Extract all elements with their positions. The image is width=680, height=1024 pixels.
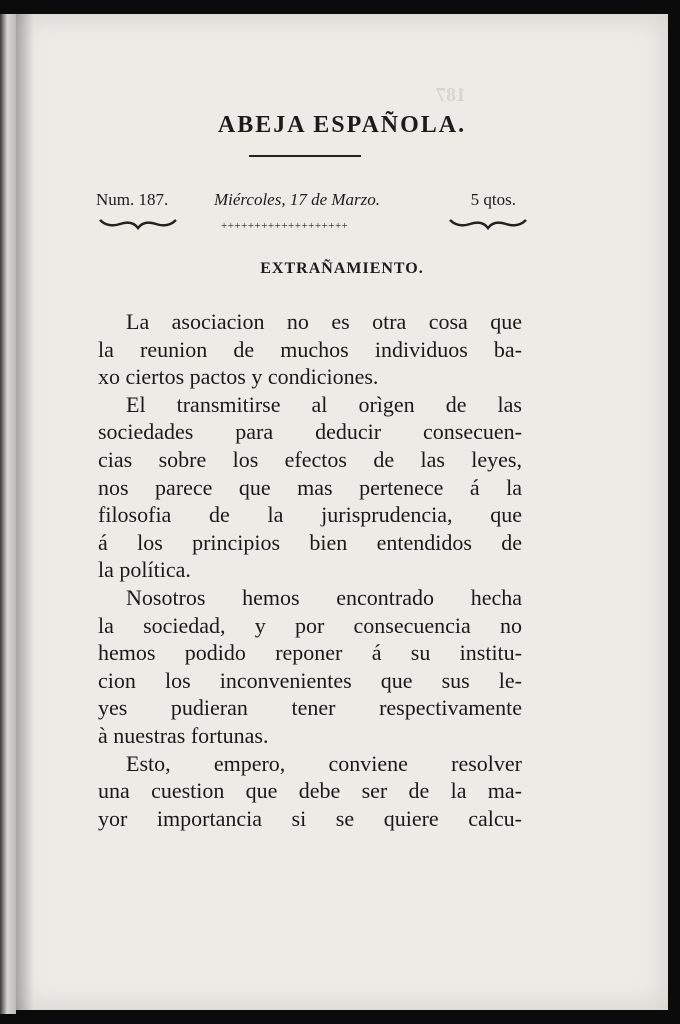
text-line: La asociacion no es otra cosa que: [126, 309, 522, 334]
swash-ornament-left: [98, 214, 178, 232]
section-title: EXTRAÑAMIENTO.: [260, 260, 424, 277]
issue-number: Num. 187.: [96, 190, 169, 209]
ornament-rule: +++++++++++++++++++: [221, 220, 349, 232]
text-line: cias sobre los efectos de las leyes,: [98, 446, 522, 472]
issue-price: 5 qtos.: [470, 190, 516, 209]
text-line: El transmitirse al orìgen de las: [126, 391, 522, 417]
text-line: la reunion de muchos individuos ba-: [98, 336, 522, 362]
text-line: Esto, empero, conviene resolver: [126, 750, 522, 776]
text-line: hemos podido reponer á su institu-: [98, 640, 522, 666]
text-line: una cuestion que debe ser de la ma-: [98, 778, 522, 804]
text-line: à nuestras fortunas.: [98, 722, 269, 748]
masthead-rule: [249, 155, 361, 157]
bleed-through-text: 187: [436, 84, 466, 106]
text-line: yor importancia si se quiere calcu-: [98, 805, 522, 831]
text-line: filosofia de la jurisprudencia, que: [98, 502, 522, 528]
text-line: yes pudieran tener respectivamente: [98, 695, 522, 721]
text-line: cion los inconvenientes que sus le-: [98, 667, 522, 693]
left-page-edge: [0, 14, 16, 1014]
text-line: la política.: [98, 557, 191, 583]
book-page: [16, 14, 668, 1010]
text-line: á los principios bien entendidos de: [98, 529, 522, 555]
text-line: sociedades para deducir consecuen-: [98, 419, 522, 445]
text-line: la sociedad, y por consecuencia no: [98, 612, 522, 638]
article-body: [98, 308, 522, 832]
swash-ornament-right: [448, 214, 528, 232]
gutter-shadow: [16, 14, 34, 1010]
text-line: Nosotros hemos encontrado hecha: [126, 584, 522, 610]
text-line: xo ciertos pactos y condiciones.: [98, 364, 379, 390]
issue-date: Miércoles, 17 de Marzo.: [214, 190, 381, 209]
masthead-title: ABEJA ESPAÑOLA.: [217, 112, 467, 138]
issue-line: [96, 190, 516, 214]
text-line: nos parece que mas pertenece á la: [98, 474, 522, 500]
